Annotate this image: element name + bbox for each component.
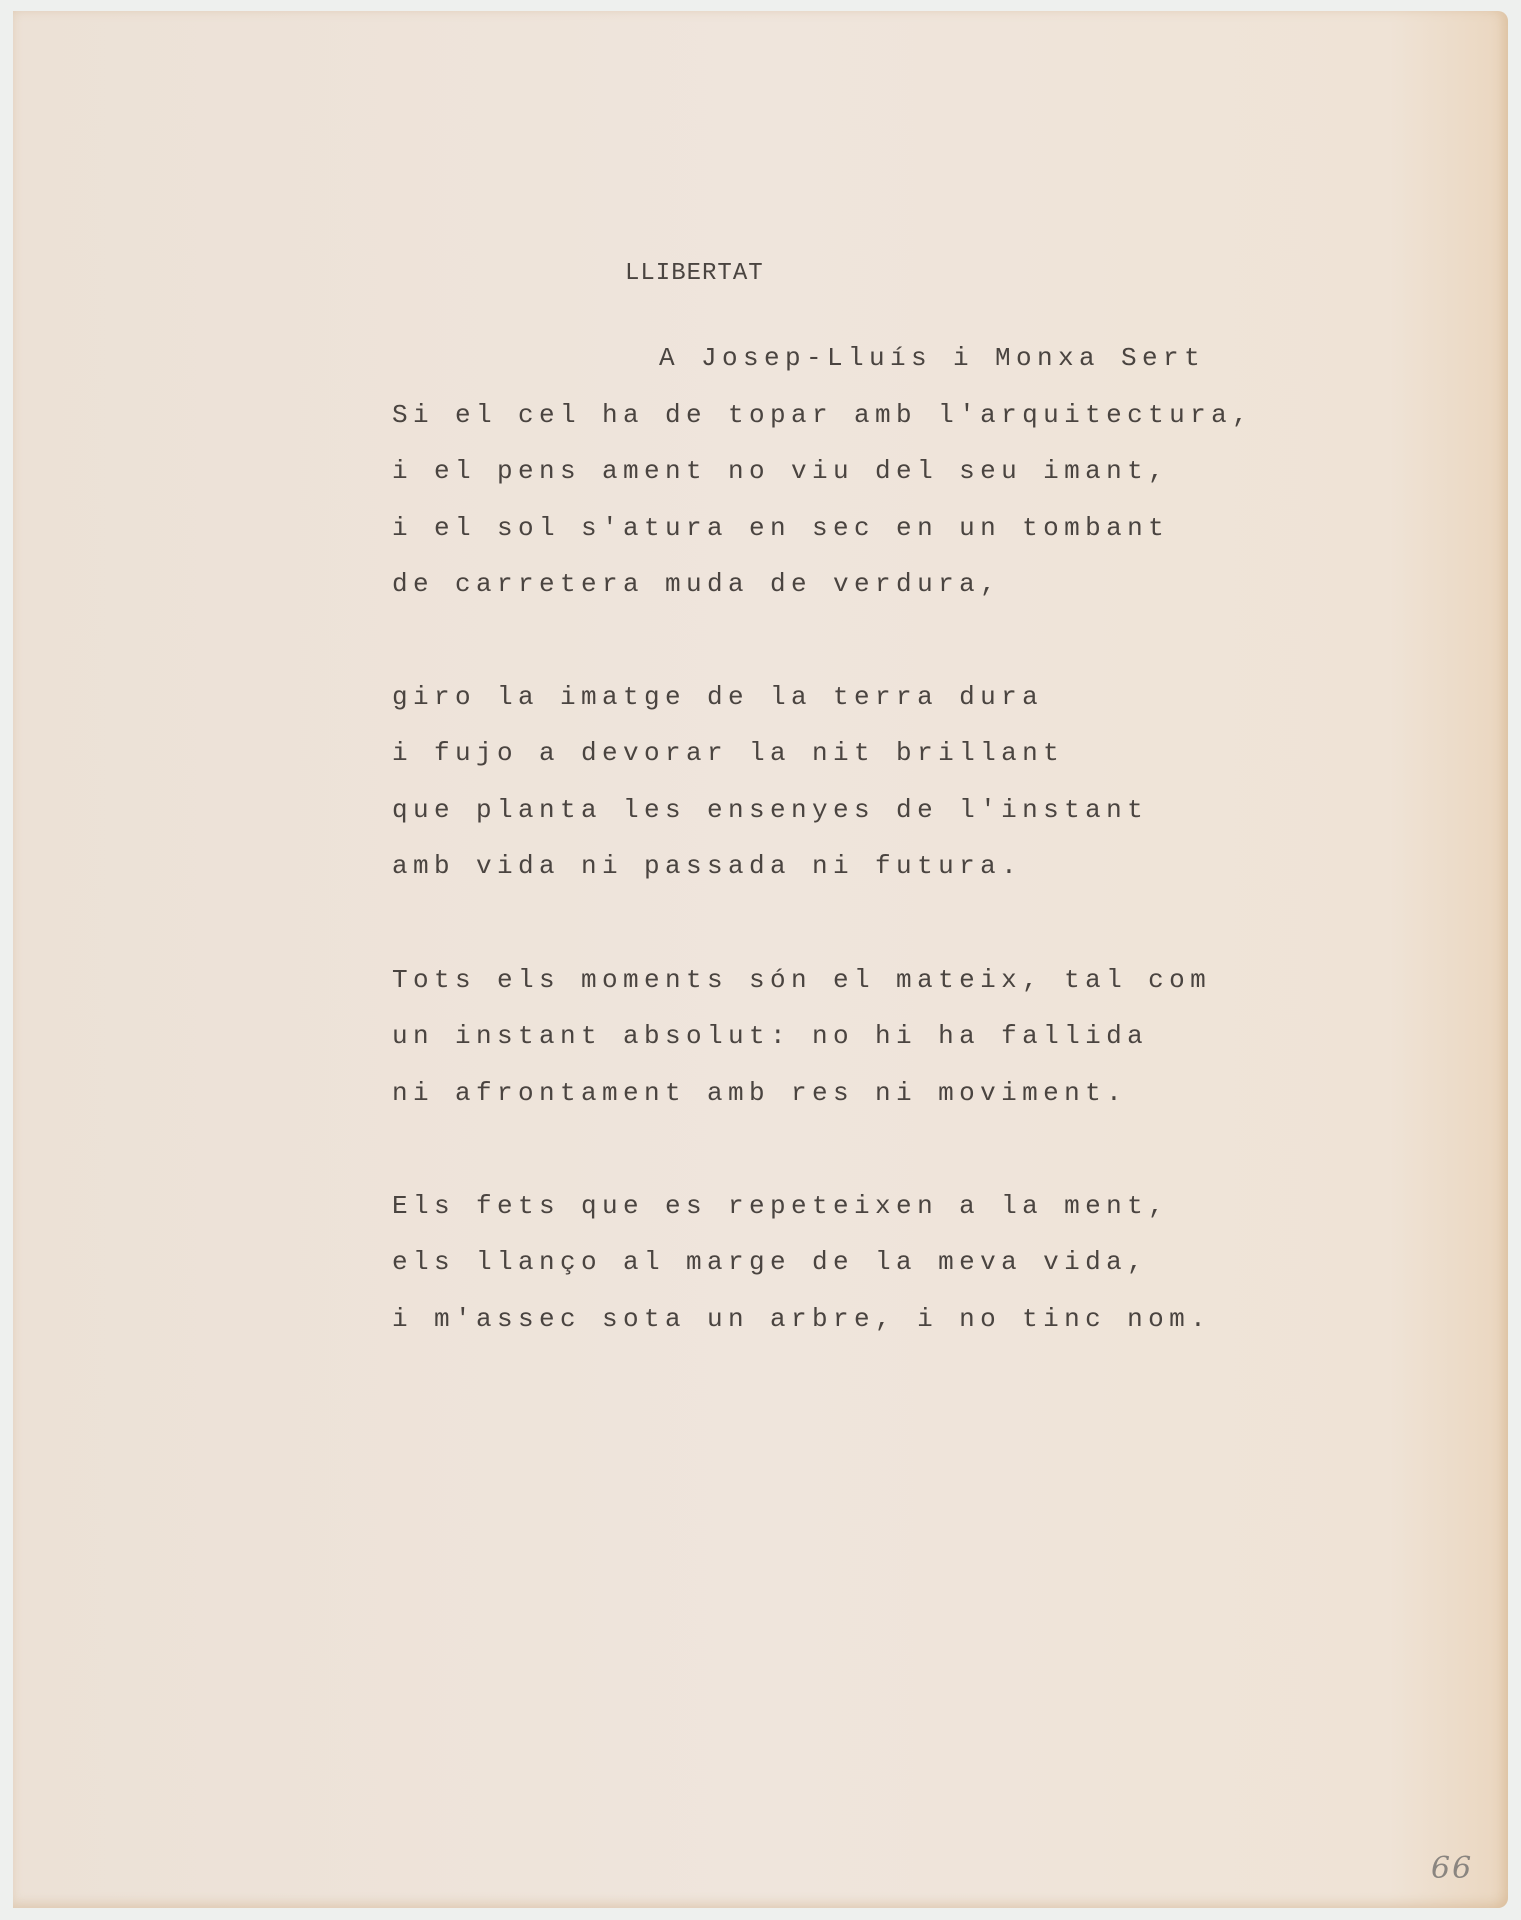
verse-line: Els fets que es repeteixen a la ment, bbox=[392, 1191, 1170, 1221]
paper-sheet bbox=[13, 11, 1508, 1908]
verse-line: i el sol s'atura en sec en un tombant bbox=[392, 513, 1170, 543]
verse-line: que planta les ensenyes de l'instant bbox=[392, 795, 1149, 825]
verse-line: de carretera muda de verdura, bbox=[392, 569, 1002, 599]
poem-dedication: A Josep-Lluís i Monxa Sert bbox=[659, 343, 1206, 373]
poem-title: LLIBERTAT bbox=[625, 260, 764, 287]
verse-line: i el pens ament no viu del seu imant, bbox=[392, 456, 1170, 486]
verse-line: giro la imatge de la terra dura bbox=[392, 682, 1044, 712]
handwritten-page-number: 66 bbox=[1431, 1851, 1474, 1886]
verse-line: Si el cel ha de topar amb l'arquitectura, bbox=[392, 400, 1254, 430]
verse-line: i m'assec sota un arbre, i no tinc nom. bbox=[392, 1304, 1212, 1334]
verse-line: i fujo a devorar la nit brillant bbox=[392, 738, 1065, 768]
verse-line: Tots els moments són el mateix, tal com bbox=[392, 965, 1212, 995]
verse-line: ni afrontament amb res ni moviment. bbox=[392, 1078, 1128, 1108]
verse-line: els llanço al marge de la meva vida, bbox=[392, 1247, 1149, 1277]
verse-line: un instant absolut: no hi ha fallida bbox=[392, 1021, 1149, 1051]
verse-line: amb vida ni passada ni futura. bbox=[392, 851, 1023, 881]
